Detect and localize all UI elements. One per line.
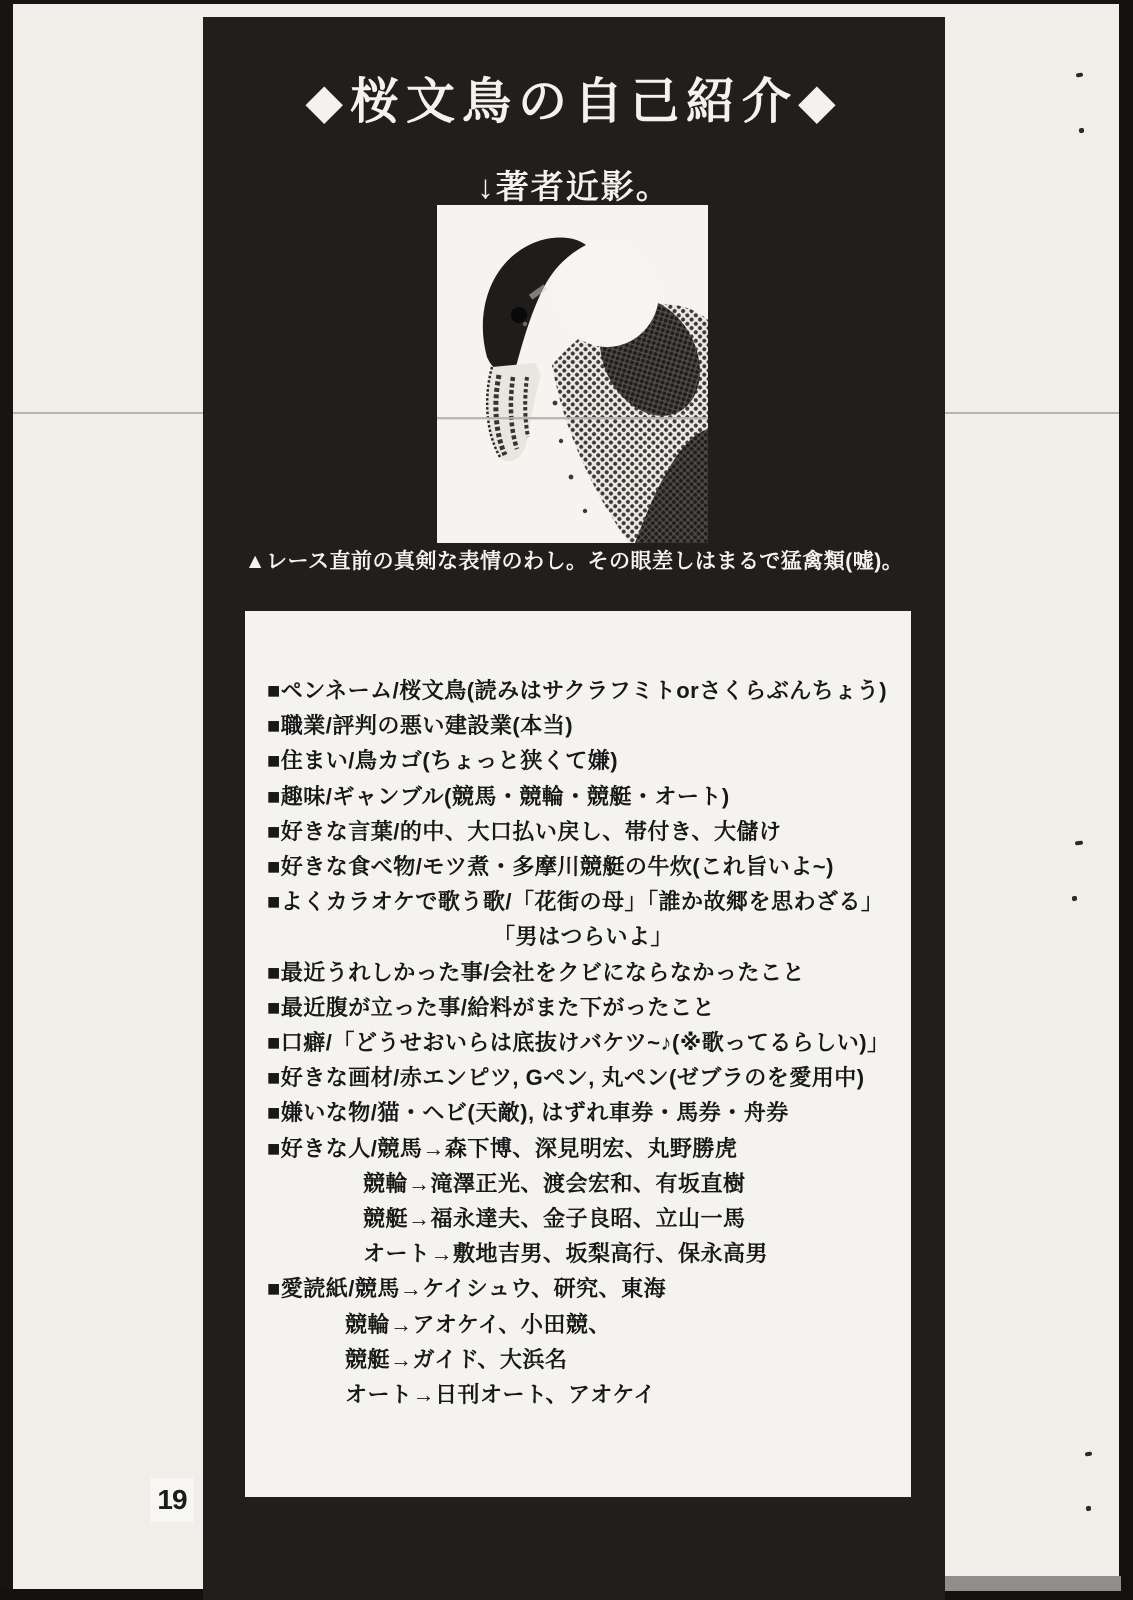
profile-line: 「男はつらいよ」: [493, 924, 674, 950]
profile-line: ■好きな人/競馬→森下博、深見明宏、丸野勝虎: [267, 1135, 738, 1161]
profile-line: 競輪→滝澤正光、渡会宏和、有坂直樹: [363, 1170, 746, 1196]
profile-line: ■よくカラオケで歌う歌/「花街の母」「誰か故郷を思わざる」: [267, 889, 884, 915]
toner-speck: [1085, 1452, 1092, 1457]
profile-line: オート→日刊オート、アオケイ: [345, 1382, 656, 1408]
toner-speck: [1076, 73, 1083, 78]
profile-line: ■最近腹が立った事/給料がまた下がったこと: [267, 994, 715, 1020]
toner-speck: [1075, 840, 1083, 845]
profile-box: [245, 611, 911, 1497]
profile-line: ■愛読紙/競馬→ケイシュウ、研究、東海: [267, 1276, 667, 1302]
scan-artifact-line: [13, 412, 203, 414]
toner-speck: [1086, 1506, 1092, 1512]
scan-shadow-band: [945, 1576, 1121, 1591]
scan-edge-right: [1119, 0, 1133, 1600]
profile-line: ■最近うれしかった事/会社をクビにならなかったこと: [267, 959, 805, 985]
scan-edge-top: [0, 0, 1133, 4]
profile-line: ■職業/評判の悪い建設業(本当): [267, 713, 574, 739]
profile-line: 競艇→ガイド、大浜名: [345, 1346, 568, 1372]
photo-caption: ▲レース直前の真剣な表情のわし。その眼差しはまるで猛禽類(嘘)。: [244, 550, 904, 573]
photo-label: ↓著者近影。: [477, 168, 671, 205]
profile-line: ■ペンネーム/桜文鳥(読みはサクラフミトorさくらぶんちょう): [267, 678, 888, 703]
author-photo: [437, 205, 708, 543]
scan-artifact-line: [945, 412, 1119, 414]
toner-speck: [1072, 896, 1078, 902]
profile-line: ■口癖/「どうせおいらは底抜けバケツ~♪(※歌ってるらしい)」: [267, 1030, 890, 1056]
profile-line: 競艇→福永達夫、金子良昭、立山一馬: [363, 1206, 746, 1232]
profile-line: ■住まい/鳥カゴ(ちょっと狭くて嫌): [267, 748, 619, 774]
page-number: 19: [150, 1478, 194, 1522]
printed-page: [203, 17, 945, 1600]
profile-lines: [245, 611, 911, 1412]
toner-speck: [1079, 128, 1085, 134]
bird-photo-illustration: [437, 205, 708, 543]
profile-line: ■好きな食べ物/モツ煮・多摩川競艇の牛炊(これ旨いよ~): [267, 854, 834, 880]
profile-line: ■嫌いな物/猫・ヘビ(天敵), はずれ車券・馬券・舟券: [267, 1100, 789, 1126]
profile-line: ■好きな言葉/的中、大口払い戻し、帯付き、大儲け: [267, 818, 782, 844]
profile-line: ■趣味/ギャンブル(競馬・競輪・競艇・オート): [267, 783, 730, 809]
page-title: ◆桜文鳥の自己紹介◆: [305, 75, 843, 129]
profile-line: オート→敷地吉男、坂梨高行、保永高男: [363, 1241, 769, 1267]
profile-line: 競輪→アオケイ、小田競、: [345, 1311, 611, 1337]
scan-edge-left: [0, 0, 13, 1600]
profile-line: ■好きな画材/赤エンピツ, Gペン, 丸ペン(ゼブラのを愛用中): [267, 1065, 865, 1091]
